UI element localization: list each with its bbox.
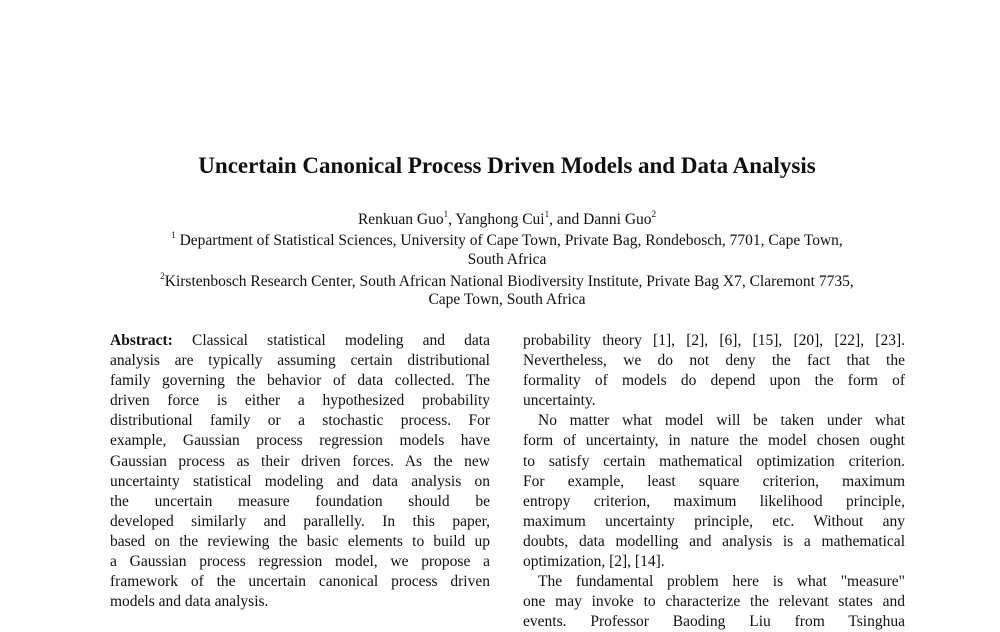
sep: , and [549,211,584,228]
text-line: models and data analysis. [110,593,269,611]
author: Yanghong Cui [455,211,545,228]
text-line: a Gaussian process regression model, we propose a [110,553,490,571]
right-column [523,331,905,632]
text-line: driven force is either a hypothesized probability [110,392,490,410]
text-line: uncertainty statistical modeling and data analysis on [110,472,490,490]
aff-text: Department of Statistical Sciences, University of Cape Town, Private Bag, Rondebosch, 7701, Cape Town, [175,232,843,249]
sep: , [448,211,456,228]
text-line: framework of the uncertain canonical process driven [110,573,490,591]
text-line: maximum uncertainty principle, etc. Without any [523,512,905,530]
aff-sup: 2 [160,271,165,281]
text-line: formality of models do depend upon the form of [523,372,905,390]
text-line: to satisfy certain mathematical optimization criterion. [523,452,905,470]
text-line: doubts, data modelling and analysis is a mathematical [523,532,905,550]
aff-text: Kirstenbosch Research Center, South African National Biodiversity Institute, Private Bag X7, Claremont 7735, [164,273,854,290]
text-line: Abstract: Classical statistical modeling and data [110,332,490,349]
text-line: the uncertain measure foundation should be [110,492,490,510]
text-line: For example, least square criterion, maximum [523,472,905,490]
affiliation-2-cont: Cape Town, South Africa [428,291,586,308]
text-line: form of uncertainty, in nature the model chosen ought [523,432,905,450]
text-line: developed similarly and parallelly. In this paper, [110,512,490,530]
author-sup: 1 [443,209,449,219]
paper-title: Uncertain Canonical Process Driven Models and Data Analysis [198,153,816,178]
text-line: entropy criterion, maximum likelihood principle, [523,492,905,510]
text-line: probability theory [1], [2], [6], [15], [20], [22], [23]. [523,332,905,349]
text-line: one may invoke to characterize the relevant states and [523,593,905,611]
affiliation-1-cont: South Africa [467,251,547,268]
author-sup: 2 [651,209,657,219]
left-column [110,331,490,612]
text-line: The fundamental problem here is what "measure" [538,573,905,591]
aff-sup: 1 [171,230,176,240]
text-line: based on the reviewing the basic elements to build up [110,532,490,550]
text-line: example, Gaussian process regression models have [110,432,490,450]
text-line: analysis are typically assuming certain distributional [110,352,490,370]
text-line: family governing the behavior of data collected. The [110,372,490,390]
author-line [0,209,1000,229]
text-line: uncertainty. [523,392,596,410]
text-line: events. Professor Baoding Liu from Tsinghua [523,613,905,631]
text-line: No matter what model will be taken under what [538,412,905,430]
text-line: Nevertheless, we do not deny the fact that the [523,352,905,370]
text-line: optimization, [2], [14]. [523,553,665,571]
abstract-label: Abstract: [110,332,173,349]
text-line: Gaussian process as their driven forces. As the new [110,452,490,470]
text-line: distributional family or a stochastic process. For [110,412,490,430]
affiliation-1 [0,230,1000,250]
author: Danni Guo [583,211,652,228]
author: Renkuan Guo [357,211,444,228]
author-sup: 1 [544,209,550,219]
affiliation-2 [0,271,1000,291]
